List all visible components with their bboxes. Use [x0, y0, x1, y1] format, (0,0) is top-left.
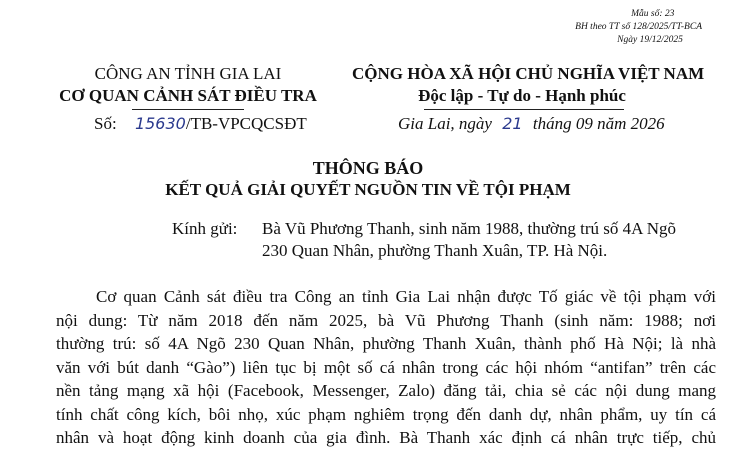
body-paragraph	[56, 285, 716, 450]
recipient-line-2: 230 Quan Nhân, phường Thanh Xuân, TP. Hà Nội.	[262, 241, 608, 260]
nation-motto: Độc lập - Tự do - Hạnh phúc	[418, 86, 626, 105]
agency-underline	[132, 109, 244, 110]
form-note-number: Mẫu số: 23	[631, 9, 675, 19]
doc-number-handwritten: 15630	[134, 114, 186, 133]
body-line: văn với bút danh “Gào”) liên tục bị một số cá nhân trong các hội nhóm “antifan” trên các	[56, 357, 716, 377]
document-title: THÔNG BÁO	[312, 158, 424, 178]
recipient-block	[172, 218, 676, 262]
form-note	[575, 8, 702, 47]
day-handwritten: 21	[502, 114, 523, 133]
place-date-prefix: Gia Lai, ngày	[398, 114, 492, 133]
body-line: nhân và hoạt động kinh doanh của gia đình. Bà Thanh xác định cá nhân trực tiếp, chủ	[56, 428, 716, 447]
place-date	[398, 114, 665, 134]
body-line: nền tảng mạng xã hội (Facebook, Messenger, Zalo) đăng tải, chia sẻ các nội dung mang	[56, 381, 716, 400]
body-line: Cơ quan Cảnh sát điều tra Công an tỉnh Gia Lai nhận được Tố giác về tội phạm với	[96, 287, 716, 306]
form-note-date: Ngày 19/12/2025	[617, 35, 683, 45]
recipient-label: Kính gửi:	[172, 219, 238, 238]
motto-underline	[424, 109, 624, 110]
agency-parent: CÔNG AN TỈNH GIA LAI	[94, 64, 282, 83]
place-date-suffix: tháng 09 năm 2026	[532, 114, 665, 133]
body-line: tính chất công kích, bôi nhọ, xúc phạm nghiêm trọng đến danh dự, nhân phẩm, uy tín cá	[56, 404, 716, 424]
document-number	[94, 114, 307, 134]
nation-name: CỘNG HÒA XÃ HỘI CHỦ NGHĨA VIỆT NAM	[352, 64, 705, 83]
doc-number-suffix: /TB-VPCQCSĐT	[185, 114, 307, 133]
recipient-line-1: Bà Vũ Phương Thanh, sinh năm 1988, thường trú số 4A Ngõ	[262, 219, 677, 238]
document-subtitle: KẾT QUẢ GIẢI QUYẾT NGUỒN TIN VỀ TỘI PHẠM	[165, 180, 571, 199]
agency-name: CƠ QUAN CẢNH SÁT ĐIỀU TRA	[59, 86, 317, 105]
body-line: nội dung: Từ năm 2018 đến năm 2025, bà Vũ Phương Thanh (sinh năm: 1988; nơi	[56, 310, 716, 330]
doc-number-prefix: Số:	[94, 114, 117, 133]
form-note-regulation: BH theo TT số 128/2025/TT-BCA	[575, 22, 702, 32]
body-line: thường trú: số 4A Ngõ 230 Quan Nhân, phường Thanh Xuân, thành phố Hà Nội; là nhà	[56, 334, 716, 353]
